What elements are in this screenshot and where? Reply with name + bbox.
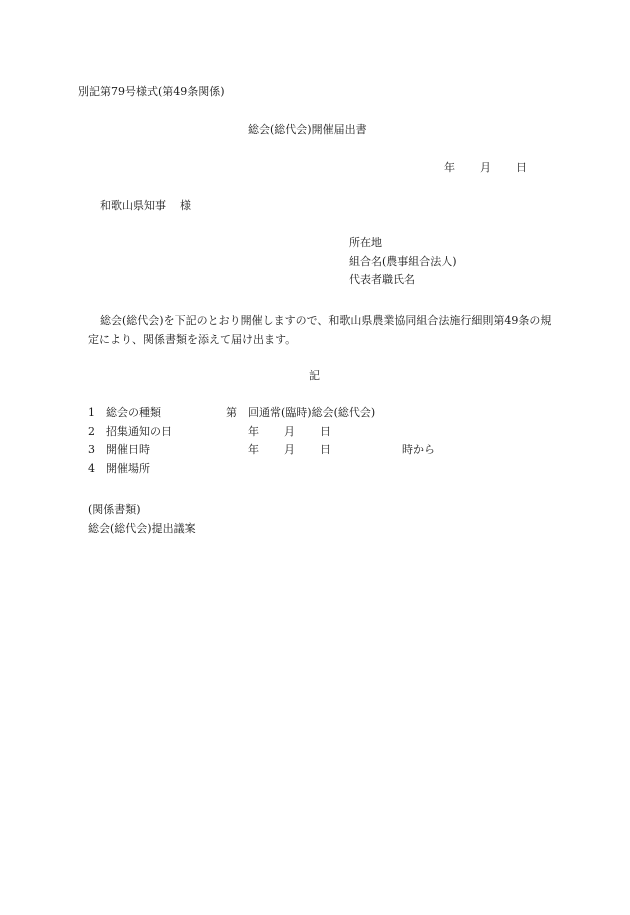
- applicant-org-label: 組合名(農事組合法人): [349, 254, 457, 268]
- item-month-label: 月: [284, 443, 295, 456]
- date-day-label: 日: [516, 161, 527, 174]
- addressee-honorific: 様: [180, 199, 191, 212]
- related-documents-item: 総会(総代会)提出議案: [88, 522, 196, 535]
- item-meeting-kind: 回通常(臨時)総会(総代会): [248, 406, 376, 419]
- applicant-block: [349, 234, 457, 290]
- item-label: 招集通知の日: [106, 424, 172, 438]
- addressee: [100, 198, 191, 214]
- ki-heading: 記: [309, 369, 320, 382]
- item-label: 総会の種類: [106, 406, 161, 419]
- item-year-label: 年: [248, 443, 259, 456]
- related-documents-heading: (関係書類): [88, 503, 141, 516]
- item-number: 3: [88, 443, 95, 456]
- item-number: 4: [88, 461, 95, 475]
- submission-date: [444, 160, 527, 176]
- item-year-label: 年: [248, 424, 259, 438]
- date-month-label: 月: [480, 161, 491, 174]
- item-day-label: 日: [320, 443, 331, 456]
- body-text: 総会(総代会)を下記のとおり開催しますので、和歌山県農業協同組合法施行細則第49条の規定により、関係書類を添えて届け出ます。: [88, 314, 552, 346]
- addressee-name: 和歌山県知事: [100, 199, 166, 212]
- document-title: 総会(総代会)開催届出書: [248, 123, 367, 136]
- item-label: 開催日時: [106, 443, 150, 456]
- item-ordinal-prefix: 第: [226, 406, 237, 419]
- related-documents: [88, 500, 196, 538]
- form-number: 別記第79号様式(第49条関係): [78, 85, 225, 98]
- item-label: 開催場所: [106, 461, 150, 475]
- item-day-label: 日: [320, 424, 331, 438]
- applicant-rep-label: 代表者職氏名: [349, 273, 415, 286]
- item-month-label: 月: [284, 424, 295, 438]
- applicant-address-label: 所在地: [349, 236, 382, 249]
- date-year-label: 年: [444, 161, 455, 174]
- item-number: 1: [88, 406, 95, 419]
- item-time-label: 時から: [402, 443, 435, 456]
- item-number: 2: [88, 424, 95, 438]
